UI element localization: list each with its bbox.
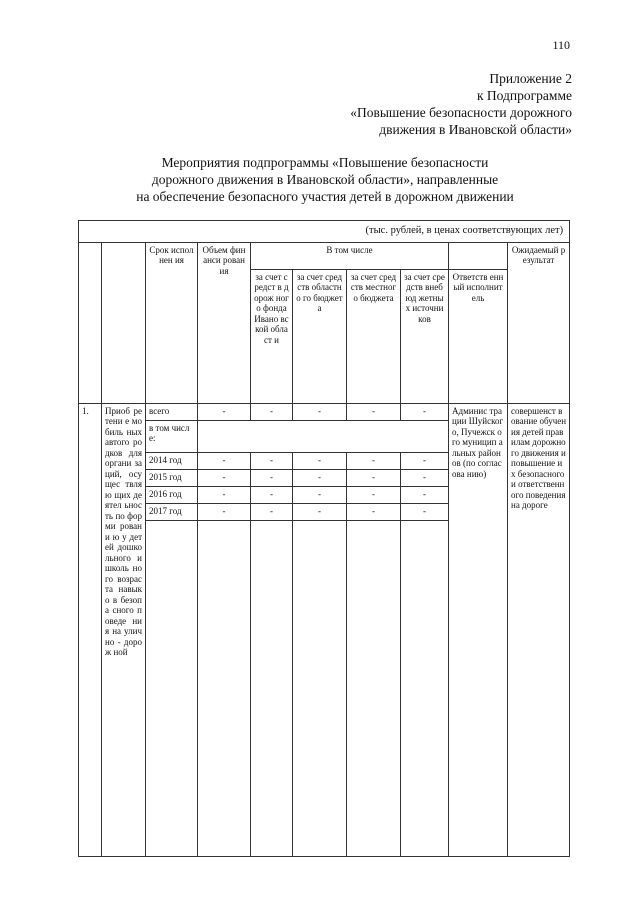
appendix-line: движения в Ивановской области» <box>379 122 572 137</box>
empty-cell <box>293 520 347 856</box>
header-result: Ожидаемый результат <box>508 242 570 403</box>
appendix-line: к Подпрограмме <box>477 88 572 103</box>
volume-value: - <box>198 452 251 469</box>
period-label: 2014 год <box>146 452 198 469</box>
page-number: 110 <box>552 38 570 52</box>
empty-cell <box>347 520 401 856</box>
activity-cell: Приоб ретени е мобиль ных автого родков для органи заций, осущес твляю щих деятел ьность по форми ровани ю у детей дошко льного и школь ного возрас та навыко в безопа сного поведе ния на улично - дорож ной <box>102 403 146 856</box>
road-fund-value: - <box>251 452 293 469</box>
local-value: - <box>347 503 401 520</box>
regional-value: - <box>293 452 347 469</box>
header-num-cell <box>79 242 102 403</box>
header-volume: Объем финанси рования <box>198 242 251 403</box>
header-term: Срок исполнен ия <box>146 242 198 403</box>
period-label: 2017 год <box>146 503 198 520</box>
volume-value: - <box>198 403 251 420</box>
period-label: 2016 год <box>146 486 198 503</box>
document-title <box>80 154 570 205</box>
road-fund-value: - <box>251 469 293 486</box>
row-number: 1. <box>79 403 102 856</box>
empty-cell <box>198 420 449 452</box>
header-including: В том числе <box>251 242 449 269</box>
empty-cell <box>198 520 251 856</box>
road-fund-value: - <box>251 486 293 503</box>
header-road-fund: за счет средст в дорож ного фонда Ивано вской област и <box>251 269 293 403</box>
regional-value: - <box>293 403 347 420</box>
local-value: - <box>347 452 401 469</box>
extra-value: - <box>401 469 449 486</box>
units-note: (тыс. рублей, в ценах соответствующих лет) <box>79 221 570 243</box>
extra-value: - <box>401 452 449 469</box>
period-label: в том числе: <box>146 420 198 452</box>
empty-cell <box>146 520 198 856</box>
header-responsible: Ответств енный исполнит ель <box>449 269 508 403</box>
title-line: Мероприятия подпрограммы «Повышение безопасности <box>161 155 489 170</box>
measures-table <box>78 220 570 857</box>
empty-cell <box>401 520 449 856</box>
volume-value: - <box>198 469 251 486</box>
appendix-block <box>350 70 572 138</box>
header-regional: за счет средств областно го бюджета <box>293 269 347 403</box>
extra-value: - <box>401 503 449 520</box>
appendix-line: «Повышение безопасности дорожного <box>350 105 572 120</box>
regional-value: - <box>293 503 347 520</box>
header-activity-cell <box>102 242 146 403</box>
extra-value: - <box>401 486 449 503</box>
period-label: всего <box>146 403 198 420</box>
title-line: дорожного движения в Ивановской области», направленные <box>151 172 499 187</box>
local-value: - <box>347 469 401 486</box>
title-line: на обеспечение безопасного участия детей в дорожном движении <box>136 189 514 204</box>
appendix-line: Приложение 2 <box>489 71 572 86</box>
empty-cell <box>251 520 293 856</box>
local-value: - <box>347 403 401 420</box>
header-empty-cell <box>449 242 508 269</box>
period-label: 2015 год <box>146 469 198 486</box>
header-local: за счет средств местного бюджета <box>347 269 401 403</box>
road-fund-value: - <box>251 503 293 520</box>
volume-value: - <box>198 503 251 520</box>
local-value: - <box>347 486 401 503</box>
volume-value: - <box>198 486 251 503</box>
regional-value: - <box>293 486 347 503</box>
header-extra: за счет средств внебюд жетных источни ков <box>401 269 449 403</box>
result-cell: совершенст вование обучения детей правилам дорожного движения и повышение их безопасного и ответственн ого поведения на дороге <box>508 403 570 856</box>
extra-value: - <box>401 403 449 420</box>
road-fund-value: - <box>251 403 293 420</box>
regional-value: - <box>293 469 347 486</box>
responsible-cell: Админис трации Шуйског о, Пучежск ого муницип альных районов (по согласова нию) <box>449 403 508 856</box>
